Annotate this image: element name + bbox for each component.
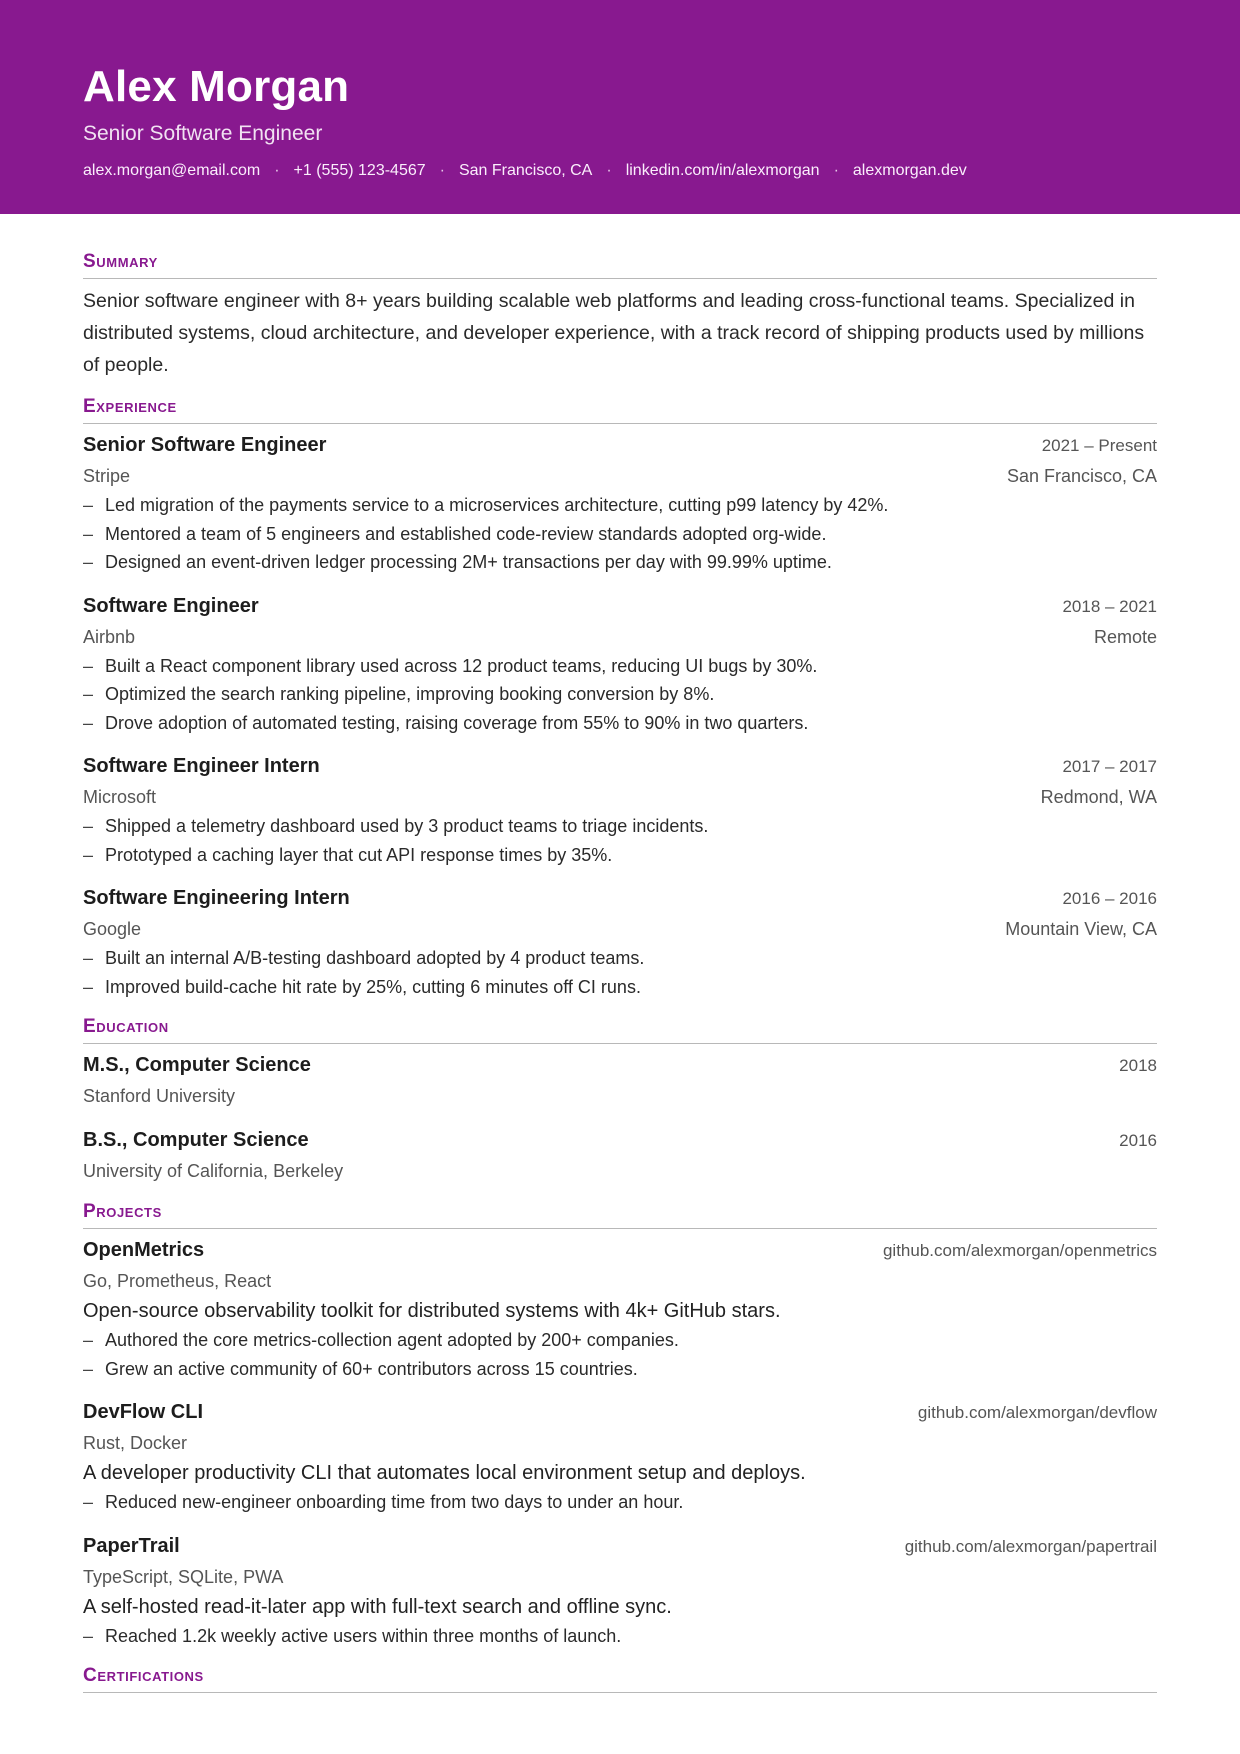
bullet-item: – Designed an event-driven ledger processing 2M+ transactions per day with 99.99% uptime. xyxy=(83,548,1157,577)
bullet-list xyxy=(83,812,1157,869)
section-heading: Summary xyxy=(83,250,1157,279)
bullet-item: – Reduced new-engineer onboarding time from two days to under an hour. xyxy=(83,1488,1157,1517)
contact-separator: · xyxy=(606,162,612,179)
bullet-item: – Drove adoption of automated testing, raising coverage from 55% to 90% in two quarters. xyxy=(83,709,1157,738)
job-location: San Francisco, CA xyxy=(1006,466,1157,486)
contact-website[interactable]: alexmorgan.dev xyxy=(852,162,967,179)
job-title: Software Engineer xyxy=(83,594,259,617)
bullet-list xyxy=(83,491,1157,577)
contact-separator: · xyxy=(274,162,280,179)
project-link[interactable]: github.com/alexmorgan/devflow xyxy=(917,1403,1157,1422)
contact-separator: · xyxy=(833,162,839,179)
experience-section xyxy=(83,395,1157,1001)
summary-text: Senior software engineer with 8+ years building scalable web platforms and leading cross-functional teams. Specialized in distributed systems, cloud architecture, and developer experience, with a track record of shipping products used by millions of people. xyxy=(83,290,1145,376)
contact-phone[interactable]: +1 (555) 123-4567 xyxy=(293,162,426,179)
projects-section xyxy=(83,1200,1157,1650)
candidate-name: Alex Morgan xyxy=(83,62,350,111)
summary-section xyxy=(83,250,1157,381)
job-location: Remote xyxy=(1093,626,1157,647)
education-entry xyxy=(83,1125,1157,1186)
bullet-item: – Optimized the search ranking pipeline, improving booking conversion by 8%. xyxy=(83,680,1157,709)
certifications-section xyxy=(83,1664,1157,1693)
resume-body xyxy=(0,214,1240,1693)
company-name: Airbnb xyxy=(83,626,136,647)
project-name: PaperTrail xyxy=(83,1534,180,1557)
bullet-item: – Shipped a telemetry dashboard used by 3 product teams to triage incidents. xyxy=(83,812,1157,841)
job-location: Mountain View, CA xyxy=(1005,919,1157,939)
bullet-item: – Led migration of the payments service to a microservices architecture, cutting p99 latency by 42%. xyxy=(83,491,1157,520)
contact-email[interactable]: alex.morgan@email.com xyxy=(83,162,261,179)
experience-entry xyxy=(83,591,1157,738)
resume-header xyxy=(0,0,1240,214)
company-name: Stripe xyxy=(83,466,131,486)
bullet-item: – Prototyped a caching layer that cut API response times by 35%. xyxy=(83,841,1157,870)
job-dates: 2021 – Present xyxy=(1041,436,1157,455)
section-heading: Certifications xyxy=(83,1664,1157,1693)
project-link[interactable]: github.com/alexmorgan/openmetrics xyxy=(882,1241,1157,1260)
job-dates: 2018 – 2021 xyxy=(1062,596,1157,616)
bullet-item: – Reached 1.2k weekly active users within three months of launch. xyxy=(83,1622,1157,1651)
bullet-item: – Improved build-cache hit rate by 25%, cutting 6 minutes off CI runs. xyxy=(83,973,1157,1002)
bullet-list xyxy=(83,652,1157,738)
project-entry xyxy=(83,1397,1157,1517)
section-heading: Projects xyxy=(83,1200,1157,1229)
school-name: University of California, Berkeley xyxy=(83,1161,344,1181)
project-description: A self-hosted read-it-later app with full-text search and offline sync. xyxy=(83,1595,672,1618)
contact-linkedin[interactable]: linkedin.com/in/alexmorgan xyxy=(625,162,820,179)
job-dates: 2017 – 2017 xyxy=(1062,757,1157,776)
bullet-item: – Built a React component library used across 12 product teams, reducing UI bugs by 30%. xyxy=(83,652,1157,681)
project-stack: TypeScript, SQLite, PWA xyxy=(83,1566,284,1587)
graduation-year: 2018 xyxy=(1119,1056,1157,1075)
project-entry xyxy=(83,1235,1157,1383)
experience-entry xyxy=(83,883,1157,1001)
job-title: Software Engineering Intern xyxy=(83,887,350,909)
bullet-item: – Built an internal A/B-testing dashboard adopted by 4 product teams. xyxy=(83,944,1157,973)
bullet-list xyxy=(83,1622,1157,1651)
degree-title: M.S., Computer Science xyxy=(83,1054,311,1076)
school-name: Stanford University xyxy=(83,1086,236,1106)
project-stack: Rust, Docker xyxy=(83,1433,188,1453)
job-location: Redmond, WA xyxy=(1040,787,1157,807)
degree-title: B.S., Computer Science xyxy=(83,1129,309,1151)
project-stack: Go, Prometheus, React xyxy=(83,1271,272,1291)
project-name: OpenMetrics xyxy=(83,1239,205,1261)
project-description: Open-source observability toolkit for distributed systems with 4k+ GitHub stars. xyxy=(83,1300,781,1322)
company-name: Google xyxy=(83,919,142,939)
section-heading: Education xyxy=(83,1015,1157,1044)
project-link[interactable]: github.com/alexmorgan/papertrail xyxy=(904,1536,1157,1556)
bullet-list xyxy=(83,1326,1157,1383)
job-title: Senior Software Engineer xyxy=(83,434,327,456)
company-name: Microsoft xyxy=(83,787,157,807)
project-name: DevFlow CLI xyxy=(83,1401,204,1423)
bullet-item: – Mentored a team of 5 engineers and established code-review standards adopted org-wide. xyxy=(83,520,1157,549)
candidate-role: Senior Software Engineer xyxy=(83,122,323,145)
job-title: Software Engineer Intern xyxy=(83,755,320,777)
project-description: A developer productivity CLI that automates local environment setup and deploys. xyxy=(83,1462,806,1484)
education-entry xyxy=(83,1050,1157,1111)
contact-line xyxy=(83,160,1157,182)
bullet-list xyxy=(83,1488,1157,1517)
bullet-item: – Grew an active community of 60+ contributors across 15 countries. xyxy=(83,1355,1157,1384)
job-dates: 2016 – 2016 xyxy=(1062,889,1157,908)
experience-entry xyxy=(83,430,1157,577)
section-heading: Experience xyxy=(83,395,1157,424)
project-entry xyxy=(83,1531,1157,1651)
experience-entry xyxy=(83,751,1157,869)
graduation-year: 2016 xyxy=(1119,1131,1157,1150)
bullet-item: – Authored the core metrics-collection agent adopted by 200+ companies. xyxy=(83,1326,1157,1355)
contact-location: San Francisco, CA xyxy=(458,162,593,179)
contact-separator: · xyxy=(439,162,445,179)
education-section xyxy=(83,1015,1157,1186)
bullet-list xyxy=(83,944,1157,1001)
